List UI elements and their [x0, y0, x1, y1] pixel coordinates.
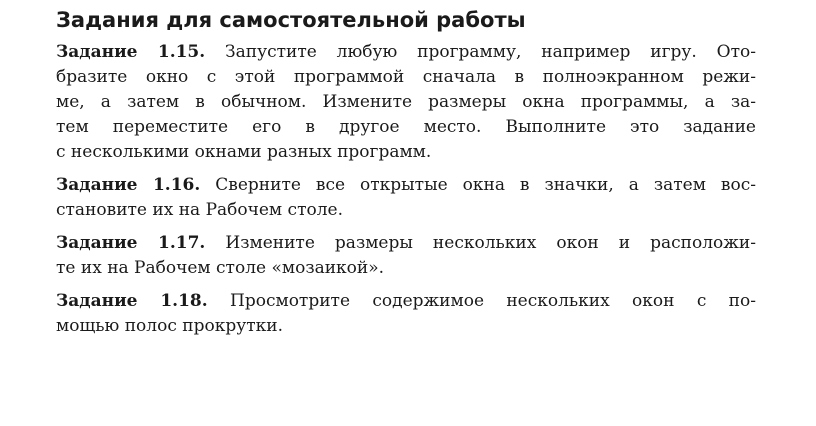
task-list [56, 40, 756, 347]
task-line: мощью полос прокрутки. [56, 316, 283, 336]
task-1-15 [56, 40, 756, 165]
task-line [56, 289, 756, 314]
task-1-17 [56, 231, 756, 281]
task-line: те их на Рабочем столе «мозаикой». [56, 258, 385, 278]
section-title: Задания для самостоятельной работы [56, 8, 526, 32]
task-label: Задание 1.16. [56, 175, 201, 195]
task-text: Сверните все открытые окна в значки, а затем вос- [215, 175, 756, 195]
task-label: Задание 1.15. [56, 42, 206, 62]
task-text: Измените размеры нескольких окон и расположи- [225, 233, 756, 253]
task-line [56, 231, 756, 256]
task-line [56, 173, 756, 198]
task-line: тем переместите его в другое место. Выполните это задание [56, 117, 756, 137]
task-line: бразите окно с этой программой сначала в полноэкранном режи- [56, 67, 756, 87]
task-1-18 [56, 289, 756, 339]
task-line [56, 40, 756, 65]
task-label: Задание 1.18. [56, 291, 208, 311]
task-label: Задание 1.17. [56, 233, 206, 253]
task-text: Запустите любую программу, например игру. Ото- [225, 42, 756, 62]
task-1-16 [56, 173, 756, 223]
task-line: становите их на Рабочем столе. [56, 200, 343, 220]
task-line: ме, а затем в обычном. Измените размеры окна программы, а за- [56, 92, 756, 112]
task-text: Просмотрите содержимое нескольких окон с по- [230, 291, 756, 311]
task-line: с несколькими окнами разных программ. [56, 142, 432, 162]
